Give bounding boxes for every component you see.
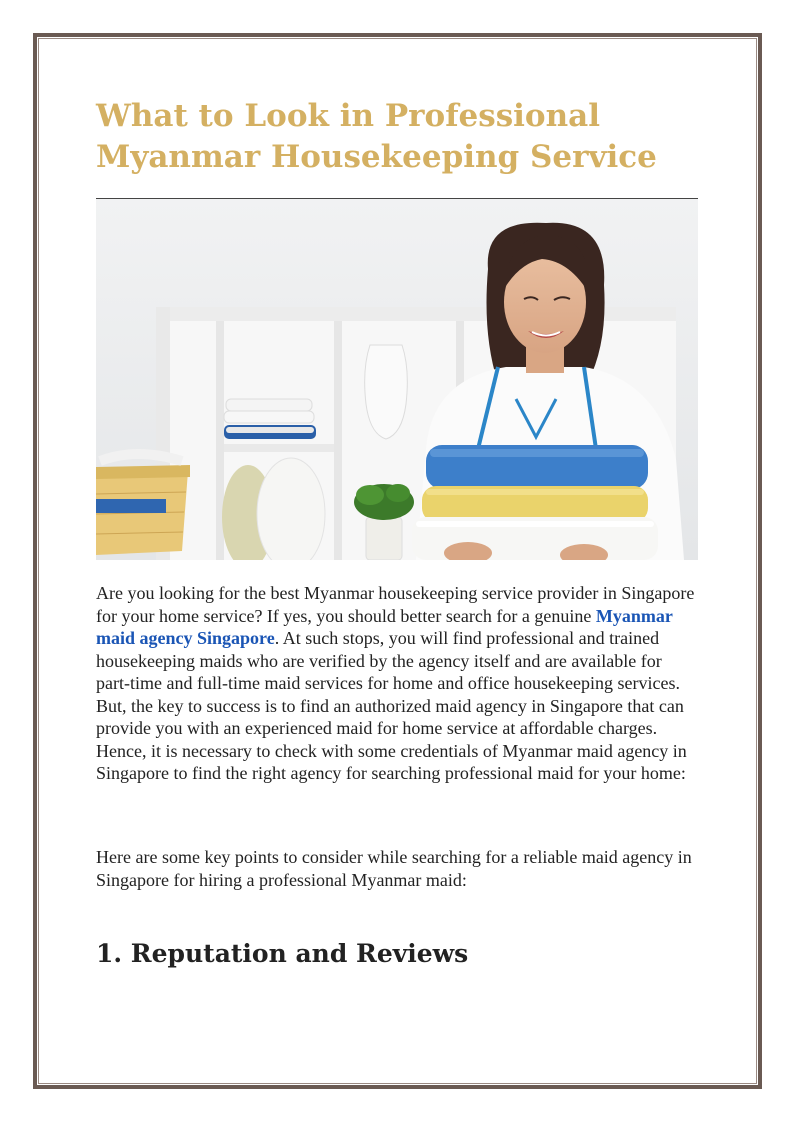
article-title: What to Look in Professional Myanmar Housekeeping Service bbox=[96, 98, 657, 175]
hero-image bbox=[96, 199, 698, 560]
maid-agency-link[interactable]: Myanmar maid agency Singapore bbox=[96, 605, 673, 648]
intro-text-start: Are you looking for the best Myanmar housekeeping service provider in Singapore for your home service? If yes, you should better search for a genuine bbox=[96, 583, 695, 626]
page-frame-inner bbox=[38, 38, 757, 1084]
key-points-intro: Here are some key points to consider while searching for a reliable maid agency in Singapore for hiring a professional Myanmar maid: bbox=[96, 847, 692, 890]
section-heading: 1. Reputation and Reviews bbox=[96, 939, 469, 968]
intro-paragraph bbox=[96, 582, 700, 785]
intro-text-end: . At such stops, you will find professional and trained housekeeping maids who are verified by the agency itself and are available for part-time and full-time maid services for home and office housekeeping services. But, the key to success is to find an authorized maid agency in Singapore that can provide you with an experienced maid for home service at affordable charges. Hence, it is necessary to check with some credentials of Myanmar maid agency in Singapore to find the right agency for searching professional maid for your home: bbox=[96, 628, 687, 783]
